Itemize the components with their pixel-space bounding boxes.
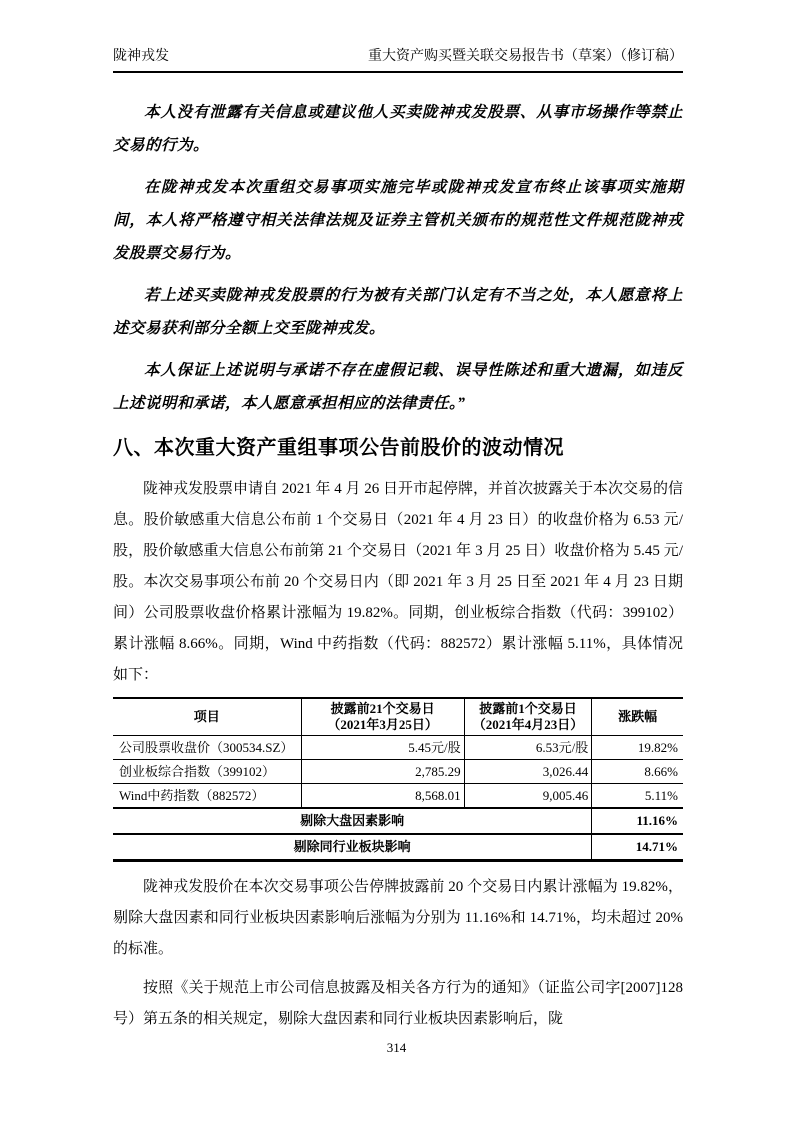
table-row-excluding-market-factors: 剔除大盘因素影响 11.16% [113,808,683,834]
column-header-1-day-before: 披露前1个交易日 （2021年4月23日） [464,698,592,736]
commitment-paragraph-2: 在陇神戎发本次重组交易事项实施完毕或陇神戎发宣布终止该事项实施期间，本人将严格遵守相关法律法规及证券主管机关颁布的规范性文件规范陇神戎发股票交易行为。 [113,179,683,262]
commitment-paragraph-4: 本人保证上述说明与承诺不存在虚假记载、误导性陈述和重大遗漏，如违反上述说明和承诺，本人愿意承担相应的法律责任。” [113,362,683,412]
section-heading: 八、本次重大资产重组事项公告前股价的波动情况 [113,437,564,459]
commitment-paragraph-3: 若上述买卖陇神戎发股票的行为被有关部门认定有不当之处，本人愿意将上述交易获利部分全额上交至陇神戎发。 [113,287,683,337]
page-content [113,96,683,1041]
price-fluctuation-table [113,697,683,862]
page-header [113,48,683,73]
header-document-title: 重大资产购买暨关联交易报告书（草案）（修订稿） [368,49,683,64]
table-row-stock-close-price: 公司股票收盘价（300534.SZ） 5.45元/股 6.53元/股 19.82% [113,736,683,760]
page-number: 314 [386,1040,407,1055]
section-intro-paragraph: 陇神戎发股票申请自 2021 年 4 月 26 日开市起停牌，并首次披露关于本次交易的信息。股价敏感重大信息公布前 1 个交易日（2021 年 4 月 23 日）的收盘价格为 6.53 元/股，股价敏感重大信息公布前第 21 个交易日（2021 年 3 月 25 日）收盘价格为 5.45 元/股。本次交易事项公布前 20 个交易日内（即 2021 年 3 月 25 日至 2021 年 4 月 23 日期间）公司股票收盘价格累计涨幅为 19.82%。同期，创业板综合指数（代码：399102）累计涨幅 8.66%。同期，Wind 中药指数（代码：882572）累计涨幅 5.11%，具体情况如下： [113,481,684,683]
analysis-paragraph: 陇神戎发股价在本次交易事项公告停牌披露前 20 个交易日内累计涨幅为 19.82%，剔除大盘因素和同行业板块因素影响后涨幅为分别为 11.16%和 14.71%，均未超过 20%的标准。 [113,879,683,957]
table-row-excluding-industry-factors: 剔除同行业板块影响 14.71% [113,834,683,861]
table-row-wind-tcm-index: Wind中药指数（882572） 8,568.01 9,005.46 5.11% [113,784,683,809]
column-header-21-days-before: 披露前21个交易日 （2021年3月25日） [301,698,464,736]
table-row-chinext-index: 创业板综合指数（399102） 2,785.29 3,026.44 8.66% [113,760,683,784]
regulation-paragraph: 按照《关于规范上市公司信息披露及相关各方行为的通知》（证监公司字[2007]128 号）第五条的相关规定，剔除大盘因素和同行业板块因素影响后，陇 [113,980,683,1027]
header-company-name: 陇神戎发 [113,49,169,64]
column-header-item: 项目 [113,698,301,736]
column-header-change: 涨跌幅 [618,709,658,724]
commitment-paragraph-1: 本人没有泄露有关信息或建议他人买卖陇神戎发股票、从事市场操作等禁止交易的行为。 [113,104,683,154]
table-header-row [113,698,683,736]
